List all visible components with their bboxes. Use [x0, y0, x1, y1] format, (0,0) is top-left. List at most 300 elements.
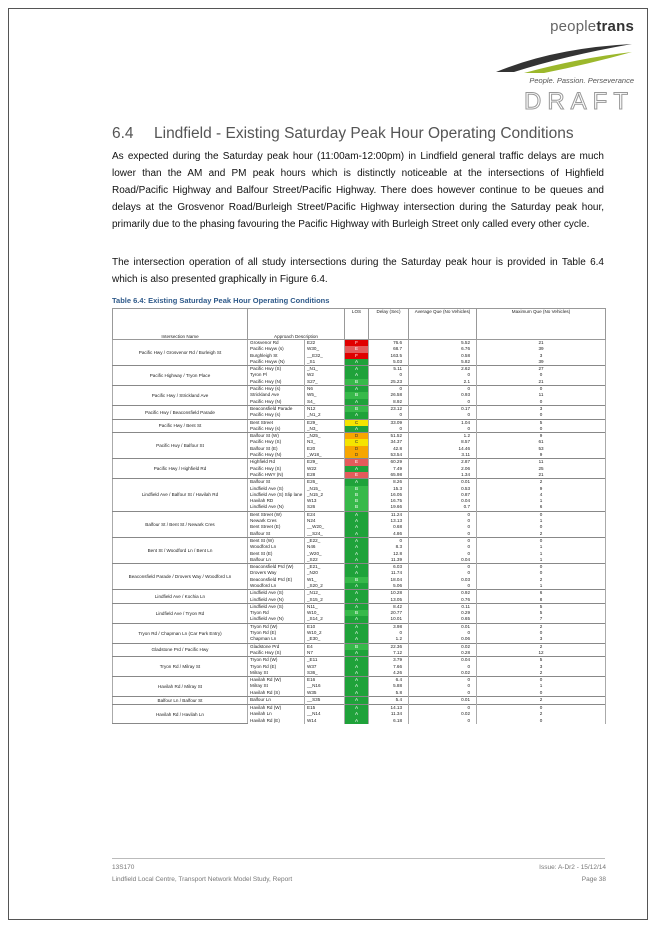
- max-que-cell: 0: [477, 537, 606, 544]
- intersection-name: Lindfield Ave / Kochia Ln: [113, 590, 248, 604]
- avg-que-cell: 0.7: [409, 504, 477, 511]
- approach-code: N46: [305, 544, 345, 550]
- avg-que-cell: 0.01: [409, 479, 477, 486]
- los-cell: A: [345, 650, 369, 657]
- approach-code: N6: [305, 386, 345, 393]
- approach-name: Beaconsfield Parade: [248, 405, 305, 412]
- approach-name: Balfour St (E): [248, 446, 305, 452]
- delay-cell: 3.79: [369, 657, 409, 664]
- max-que-cell: 0: [477, 412, 606, 419]
- delay-cell: 11.39: [369, 557, 409, 564]
- avg-que-cell: 0: [409, 564, 477, 571]
- avg-que-cell: 0.11: [409, 603, 477, 610]
- approach-name: Newark Cres: [248, 518, 305, 524]
- approach-code: E10: [305, 623, 345, 630]
- avg-que-cell: 0: [409, 677, 477, 684]
- delay-cell: 33.09: [369, 419, 409, 426]
- approach-name: Beaconsfield Prd (W): [248, 564, 305, 571]
- approach-name: Lindfield Ave (N): [248, 616, 305, 623]
- delay-cell: 5.06: [369, 583, 409, 590]
- avg-que-cell: 0.04: [409, 657, 477, 664]
- operating-conditions-table: [112, 308, 606, 724]
- approach-name: Balfour St: [248, 531, 305, 538]
- avg-que-cell: 0.28: [409, 650, 477, 657]
- los-cell: D: [345, 433, 369, 440]
- approach-code: __E32_: [305, 353, 345, 359]
- delay-cell: 12.8: [369, 551, 409, 557]
- approach-code: E15: [305, 705, 345, 712]
- approach-code: _E21_: [305, 564, 345, 571]
- max-que-cell: 2: [477, 643, 606, 650]
- approach-name: Balfour Ln: [248, 697, 305, 705]
- los-cell: A: [345, 677, 369, 684]
- max-que-cell: 1: [477, 498, 606, 504]
- avg-que-cell: 0: [409, 690, 477, 697]
- approach-name: Bent St (E): [248, 551, 305, 557]
- approach-name: Woodford Ln: [248, 544, 305, 550]
- avg-que-cell: 0: [409, 705, 477, 712]
- intersection-name: Tryon Rd / Chapman Ln (Car Park Entry): [113, 623, 248, 643]
- approach-name: Lindfield Ave (N): [248, 597, 305, 604]
- max-que-cell: 3: [477, 405, 606, 412]
- max-que-cell: 21: [477, 340, 606, 347]
- table-row: [113, 705, 606, 712]
- avg-que-cell: 0: [409, 511, 477, 518]
- los-cell: B: [345, 405, 369, 412]
- delay-cell: 4.26: [369, 670, 409, 677]
- los-cell: B: [345, 610, 369, 616]
- avg-que-cell: 0.01: [409, 623, 477, 630]
- max-que-cell: 0: [477, 690, 606, 697]
- max-que-cell: 5: [477, 610, 606, 616]
- avg-que-cell: 1.04: [409, 419, 477, 426]
- los-cell: B: [345, 379, 369, 386]
- approach-code: N7: [305, 650, 345, 657]
- los-cell: A: [345, 630, 369, 636]
- paragraph-2: The intersection operation of all study intersections during the Saturday peak hour is provided in Table 6.4 which is also presented graphically in Figure 6.4.: [112, 257, 604, 285]
- approach-code: E20: [305, 446, 345, 452]
- avg-que-cell: 0.76: [409, 597, 477, 604]
- intersection-name: Tryon Rd / Milray St: [113, 657, 248, 677]
- approach-code: W2: [305, 372, 345, 378]
- approach-code: _E22_: [305, 537, 345, 544]
- approach-name: Havilah Rd (E): [248, 718, 305, 724]
- approach-code: E29_: [305, 419, 345, 426]
- delay-cell: 11.74: [369, 570, 409, 576]
- los-cell: A: [345, 564, 369, 571]
- intersection-name: Pacific Hwy / Balfour St: [113, 433, 248, 459]
- table-row: [113, 677, 606, 684]
- approach-name: Bent Street (E): [248, 524, 305, 530]
- los-cell: A: [345, 359, 369, 366]
- max-que-cell: 0: [477, 399, 606, 406]
- los-cell: A: [345, 711, 369, 717]
- avg-que-cell: 0: [409, 531, 477, 538]
- footer-page: Page 38: [581, 876, 606, 883]
- avg-que-cell: 0.92: [409, 590, 477, 597]
- max-que-cell: 5: [477, 657, 606, 664]
- delay-cell: 23.12: [369, 405, 409, 412]
- approach-code: W30_: [305, 346, 345, 352]
- los-cell: A: [345, 479, 369, 486]
- avg-que-cell: 0.93: [409, 392, 477, 398]
- approach-name: Lindfield Ave (S) Slip lane: [248, 492, 305, 498]
- col-header-intersection: Intersection Name: [113, 309, 248, 340]
- delay-cell: 0: [369, 630, 409, 636]
- max-que-cell: 9: [477, 452, 606, 459]
- delay-cell: 60.29: [369, 459, 409, 466]
- delay-cell: 5.8: [369, 690, 409, 697]
- approach-code: E22: [305, 340, 345, 347]
- approach-name: Lindfield Ave (N): [248, 504, 305, 511]
- los-cell: A: [345, 511, 369, 518]
- footer-rule: [112, 858, 605, 859]
- delay-cell: 7.12: [369, 650, 409, 657]
- delay-cell: 6.03: [369, 564, 409, 571]
- avg-que-cell: 0.17: [409, 405, 477, 412]
- approach-name: Woodford Ln: [248, 583, 305, 590]
- approach-code: _E11: [305, 657, 345, 664]
- delay-cell: 13.13: [369, 518, 409, 524]
- max-que-cell: 0: [477, 524, 606, 530]
- avg-que-cell: 0: [409, 372, 477, 378]
- max-que-cell: 5: [477, 603, 606, 610]
- los-cell: A: [345, 597, 369, 604]
- intersection-name: Lindfield Ave / Balfour St / Havilah Rd: [113, 479, 248, 511]
- avg-que-cell: 2.1: [409, 379, 477, 386]
- delay-cell: 163.5: [369, 353, 409, 359]
- approach-name: Balfour St: [248, 479, 305, 486]
- avg-que-cell: 0: [409, 386, 477, 393]
- table-row: [113, 697, 606, 705]
- avg-que-cell: 2.06: [409, 466, 477, 472]
- max-que-cell: 1: [477, 557, 606, 564]
- avg-que-cell: 0: [409, 518, 477, 524]
- avg-que-cell: 0.02: [409, 643, 477, 650]
- delay-cell: 13.05: [369, 597, 409, 604]
- avg-que-cell: 5.82: [409, 359, 477, 366]
- approach-code: _E30_: [305, 636, 345, 643]
- approach-code: W5_: [305, 392, 345, 398]
- avg-que-cell: 0: [409, 544, 477, 550]
- max-que-cell: 2: [477, 711, 606, 717]
- approach-code: S4_: [305, 399, 345, 406]
- los-cell: E: [345, 472, 369, 479]
- los-cell: A: [345, 537, 369, 544]
- approach-code: W13: [305, 498, 345, 504]
- los-cell: B: [345, 486, 369, 492]
- avg-que-cell: 3.11: [409, 452, 477, 459]
- approach-code: _N20: [305, 570, 345, 576]
- footer-report: Lindfield Local Centre, Transport Network Model Study, Report: [112, 876, 293, 883]
- approach-name: Gladstone Prd: [248, 643, 305, 650]
- avg-que-cell: 0.06: [409, 636, 477, 643]
- approach-code: __S35: [305, 697, 345, 705]
- approach-code: _N25_: [305, 433, 345, 440]
- max-que-cell: 39: [477, 359, 606, 366]
- tagline: People. Passion. Perseverance: [529, 76, 634, 85]
- approach-name: Milray St: [248, 670, 305, 677]
- approach-name: Balfour St (W): [248, 433, 305, 440]
- max-que-cell: 8: [477, 597, 606, 604]
- footer-issue: Issue: A-Dr2 - 15/12/14: [539, 864, 606, 871]
- max-que-cell: 3: [477, 353, 606, 359]
- delay-cell: 0: [369, 426, 409, 433]
- approach-name: Lindfield Ave (S): [248, 590, 305, 597]
- approach-code: N24: [305, 518, 345, 524]
- table-row: [113, 657, 606, 664]
- section-title: Lindfield - Existing Saturday Peak Hour Operating Conditions: [154, 125, 574, 142]
- logo-wordmark: peopletrans: [550, 18, 634, 35]
- los-cell: B: [345, 498, 369, 504]
- approach-name: Pacific Hwy (S): [248, 439, 305, 445]
- col-header-approach: Approach Description: [248, 309, 345, 340]
- los-cell: B: [345, 504, 369, 511]
- table-body: [113, 340, 606, 724]
- avg-que-cell: 2.87: [409, 459, 477, 466]
- table-row: [113, 590, 606, 597]
- approach-name: Bent St (W): [248, 537, 305, 544]
- max-que-cell: 2: [477, 623, 606, 630]
- avg-que-cell: 14.46: [409, 446, 477, 452]
- delay-cell: 10.01: [369, 616, 409, 623]
- max-que-cell: 5: [477, 419, 606, 426]
- approach-name: Pacific Hwy (N): [248, 452, 305, 459]
- avg-que-cell: 0.65: [409, 616, 477, 623]
- approach-name: Pacific Hwy (S): [248, 650, 305, 657]
- table-row: [113, 386, 606, 393]
- delay-cell: 6.4: [369, 677, 409, 684]
- los-cell: E: [345, 346, 369, 352]
- delay-cell: 3.98: [369, 623, 409, 630]
- avg-que-cell: 6.76: [409, 346, 477, 352]
- approach-name: Tyron Pl: [248, 372, 305, 378]
- delay-cell: 18.04: [369, 577, 409, 583]
- los-cell: A: [345, 697, 369, 705]
- delay-cell: 5.11: [369, 366, 409, 373]
- col-header-max-que: Maximum Que (No Vehicles): [477, 309, 606, 340]
- approach-name: Pacific Hwy (s): [248, 412, 305, 419]
- los-cell: C: [345, 439, 369, 445]
- delay-cell: 5.88: [369, 683, 409, 689]
- delay-cell: 11.34: [369, 711, 409, 717]
- approach-code: W14: [305, 718, 345, 724]
- approach-code: _S22: [305, 557, 345, 564]
- max-que-cell: 1: [477, 583, 606, 590]
- table-row: [113, 564, 606, 571]
- delay-cell: 10.28: [369, 590, 409, 597]
- approach-name: Bent Street: [248, 419, 305, 426]
- max-que-cell: 0: [477, 718, 606, 724]
- max-que-cell: 0: [477, 570, 606, 576]
- delay-cell: 14.13: [369, 705, 409, 712]
- max-que-cell: 0: [477, 426, 606, 433]
- table-row: [113, 623, 606, 630]
- approach-name: Strickland Ave: [248, 392, 305, 398]
- los-cell: E: [345, 459, 369, 466]
- delay-cell: 65.98: [369, 472, 409, 479]
- los-cell: A: [345, 426, 369, 433]
- avg-que-cell: 0.53: [409, 486, 477, 492]
- approach-name: Pacific Hwyw (N): [248, 359, 305, 366]
- approach-name: Pacific HWY (N): [248, 472, 305, 479]
- max-que-cell: 3: [477, 664, 606, 670]
- los-cell: F: [345, 340, 369, 347]
- approach-name: Beaconsfield Prd (E): [248, 577, 305, 583]
- approach-code: __N16: [305, 683, 345, 689]
- los-cell: B: [345, 492, 369, 498]
- approach-code: N3_: [305, 439, 345, 445]
- max-que-cell: 0: [477, 630, 606, 636]
- col-header-los: LOS: [345, 309, 369, 340]
- approach-code: E16: [305, 677, 345, 684]
- los-cell: B: [345, 577, 369, 583]
- intersection-name: Lindfield Ave / Tryon Rd: [113, 603, 248, 623]
- approach-code: _W20_: [305, 551, 345, 557]
- avg-que-cell: 0: [409, 399, 477, 406]
- table-header-row: [113, 309, 606, 340]
- delay-cell: 5.4: [369, 697, 409, 705]
- delay-cell: 4.86: [369, 531, 409, 538]
- delay-cell: 5.03: [369, 359, 409, 366]
- avg-que-cell: 0: [409, 664, 477, 670]
- avg-que-cell: 0: [409, 551, 477, 557]
- los-cell: A: [345, 366, 369, 373]
- table-caption: Table 6.4: Existing Saturday Peak Hour Operating Conditions: [112, 296, 330, 305]
- max-que-cell: 1: [477, 544, 606, 550]
- table-row: [113, 340, 606, 347]
- avg-que-cell: 0.04: [409, 498, 477, 504]
- avg-que-cell: 0: [409, 426, 477, 433]
- avg-que-cell: 0.29: [409, 610, 477, 616]
- max-que-cell: 53: [477, 446, 606, 452]
- los-cell: D: [345, 446, 369, 452]
- approach-name: Lindfield Ave (S): [248, 486, 305, 492]
- approach-name: Pacific Hwy (s): [248, 386, 305, 393]
- max-que-cell: 25: [477, 466, 606, 472]
- section-number: 6.4: [112, 125, 134, 142]
- delay-cell: 8.26: [369, 479, 409, 486]
- intersection-name: Pacific Hwy / Beaconsfield Parade: [113, 405, 248, 419]
- los-cell: F: [345, 353, 369, 359]
- approach-name: Havilah Rd (S): [248, 690, 305, 697]
- approach-code: E26_: [305, 479, 345, 486]
- delay-cell: 11.24: [369, 511, 409, 518]
- delay-cell: 19.66: [369, 504, 409, 511]
- table-row: [113, 405, 606, 412]
- max-que-cell: 6: [477, 504, 606, 511]
- los-cell: A: [345, 623, 369, 630]
- los-cell: A: [345, 670, 369, 677]
- max-que-cell: 7: [477, 616, 606, 623]
- delay-cell: 53.54: [369, 452, 409, 459]
- max-que-cell: 4: [477, 492, 606, 498]
- max-que-cell: 3: [477, 636, 606, 643]
- avg-que-cell: 0.87: [409, 492, 477, 498]
- table-row: [113, 479, 606, 486]
- delay-cell: 25.23: [369, 379, 409, 386]
- approach-code: _N15_2: [305, 492, 345, 498]
- approach-name: Pacific Hwy (N): [248, 379, 305, 386]
- intersection-name: Pacific Hwy / Bent St: [113, 419, 248, 433]
- los-cell: A: [345, 616, 369, 623]
- approach-code: __S24_: [305, 531, 345, 538]
- delay-cell: 26.58: [369, 392, 409, 398]
- draft-watermark: DRAFT: [524, 88, 634, 115]
- avg-que-cell: 1.34: [409, 472, 477, 479]
- los-cell: A: [345, 531, 369, 538]
- max-que-cell: 0: [477, 677, 606, 684]
- intersection-name: Beaconsfield Parade / Drovers Way / Woodford Ln: [113, 564, 248, 590]
- approach-code: S27_: [305, 379, 345, 386]
- approach-code: _N1_2: [305, 412, 345, 419]
- max-que-cell: 0: [477, 705, 606, 712]
- approach-name: Pacific Hwy (N): [248, 399, 305, 406]
- table-row: [113, 537, 606, 544]
- avg-que-cell: 0: [409, 718, 477, 724]
- approach-name: Pacific Hwyw (s): [248, 346, 305, 352]
- max-que-cell: 2: [477, 670, 606, 677]
- footer-code: 13S170: [112, 864, 135, 871]
- delay-cell: 68.7: [369, 346, 409, 352]
- approach-code: _S1: [305, 359, 345, 366]
- approach-code: _W18_: [305, 452, 345, 459]
- approach-code: E4: [305, 643, 345, 650]
- approach-name: Tryon Rd (E): [248, 664, 305, 670]
- los-cell: A: [345, 386, 369, 393]
- max-que-cell: 6: [477, 590, 606, 597]
- max-que-cell: 0: [477, 372, 606, 378]
- table-row: [113, 459, 606, 466]
- delay-cell: 8.42: [369, 603, 409, 610]
- table-row: [113, 419, 606, 426]
- avg-que-cell: 0: [409, 537, 477, 544]
- los-cell: A: [345, 664, 369, 670]
- avg-que-cell: 0: [409, 524, 477, 530]
- delay-cell: 16.05: [369, 492, 409, 498]
- table-row: [113, 433, 606, 440]
- approach-code: _N3_: [305, 426, 345, 433]
- max-que-cell: 9: [477, 433, 606, 440]
- delay-cell: 0.68: [369, 524, 409, 530]
- approach-code: _S15_2: [305, 597, 345, 604]
- los-cell: A: [345, 718, 369, 724]
- table-row: [113, 511, 606, 518]
- intersection-name: Gladstone Prd / Pacific Hwy: [113, 643, 248, 657]
- intersection-name: Balfour Ln / Balfour St: [113, 697, 248, 705]
- max-que-cell: 9: [477, 486, 606, 492]
- delay-cell: 20.77: [369, 610, 409, 616]
- max-que-cell: 1: [477, 683, 606, 689]
- avg-que-cell: 0.03: [409, 577, 477, 583]
- avg-que-cell: 0.58: [409, 353, 477, 359]
- los-cell: A: [345, 466, 369, 472]
- approach-code: W22: [305, 466, 345, 472]
- delay-cell: 7.49: [369, 466, 409, 472]
- avg-que-cell: 0: [409, 412, 477, 419]
- table-row: [113, 366, 606, 373]
- avg-que-cell: 8.57: [409, 439, 477, 445]
- delay-cell: 76.6: [369, 340, 409, 347]
- approach-code: W10_: [305, 610, 345, 616]
- col-header-avg-que: Average Que (No Vehicles): [409, 309, 477, 340]
- approach-name: Pacific Hwy (s): [248, 426, 305, 433]
- approach-name: Drovers Way: [248, 570, 305, 576]
- intersection-name: Pacific Highway / Tryon Place: [113, 366, 248, 386]
- los-cell: A: [345, 603, 369, 610]
- delay-cell: 15.3: [369, 486, 409, 492]
- intersection-name: Pacific Hwy / Highfield Rd: [113, 459, 248, 479]
